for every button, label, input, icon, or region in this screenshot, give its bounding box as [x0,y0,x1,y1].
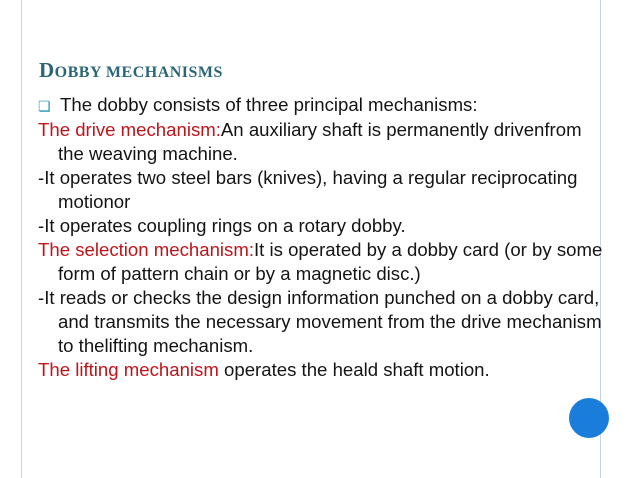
knives-text: -It operates two steel bars (knives), having a regular reciprocating motionor [38,167,578,212]
left-margin-rule [0,0,22,478]
bullet-text: The dobby consists of three principal mechanisms: [60,94,478,115]
lifting-mechanism-text: operates the heald shaft motion. [218,359,490,380]
selection-mechanism-label: The selection mechanism: [38,239,254,260]
paragraph-drive [38,118,604,166]
slide-body [38,93,604,382]
paragraph-coupling [38,214,604,238]
drive-mechanism-label: The drive mechanism: [38,119,221,140]
bullet-square-icon: ❏ [38,98,51,114]
paragraph-selection [38,238,604,286]
title-first-letter: D [39,58,55,82]
blue-circle-icon [569,398,609,438]
bullet-item [38,93,604,117]
title-rest: OBBY MECHANISMS [54,64,223,81]
selection-mechanism-text: It is operated by a dobby card (or by some form of pattern chain or by a magnetic disc.) [58,239,603,284]
coupling-text: -It operates coupling rings on a rotary dobby. [38,215,406,236]
paragraph-reads [38,286,604,358]
lifting-mechanism-label: The lifting mechanism [38,359,219,380]
paragraph-knives [38,166,604,214]
reads-text: -It reads or checks the design information punched on a dobby card, and transmits the necessary movement from the drive mechanism to thelifting mechanism. [38,287,602,356]
paragraph-lifting [38,358,604,382]
drive-mechanism-text: An auxiliary shaft is permanently drivenfrom the weaving machine. [58,119,582,164]
slide-title [39,58,223,83]
